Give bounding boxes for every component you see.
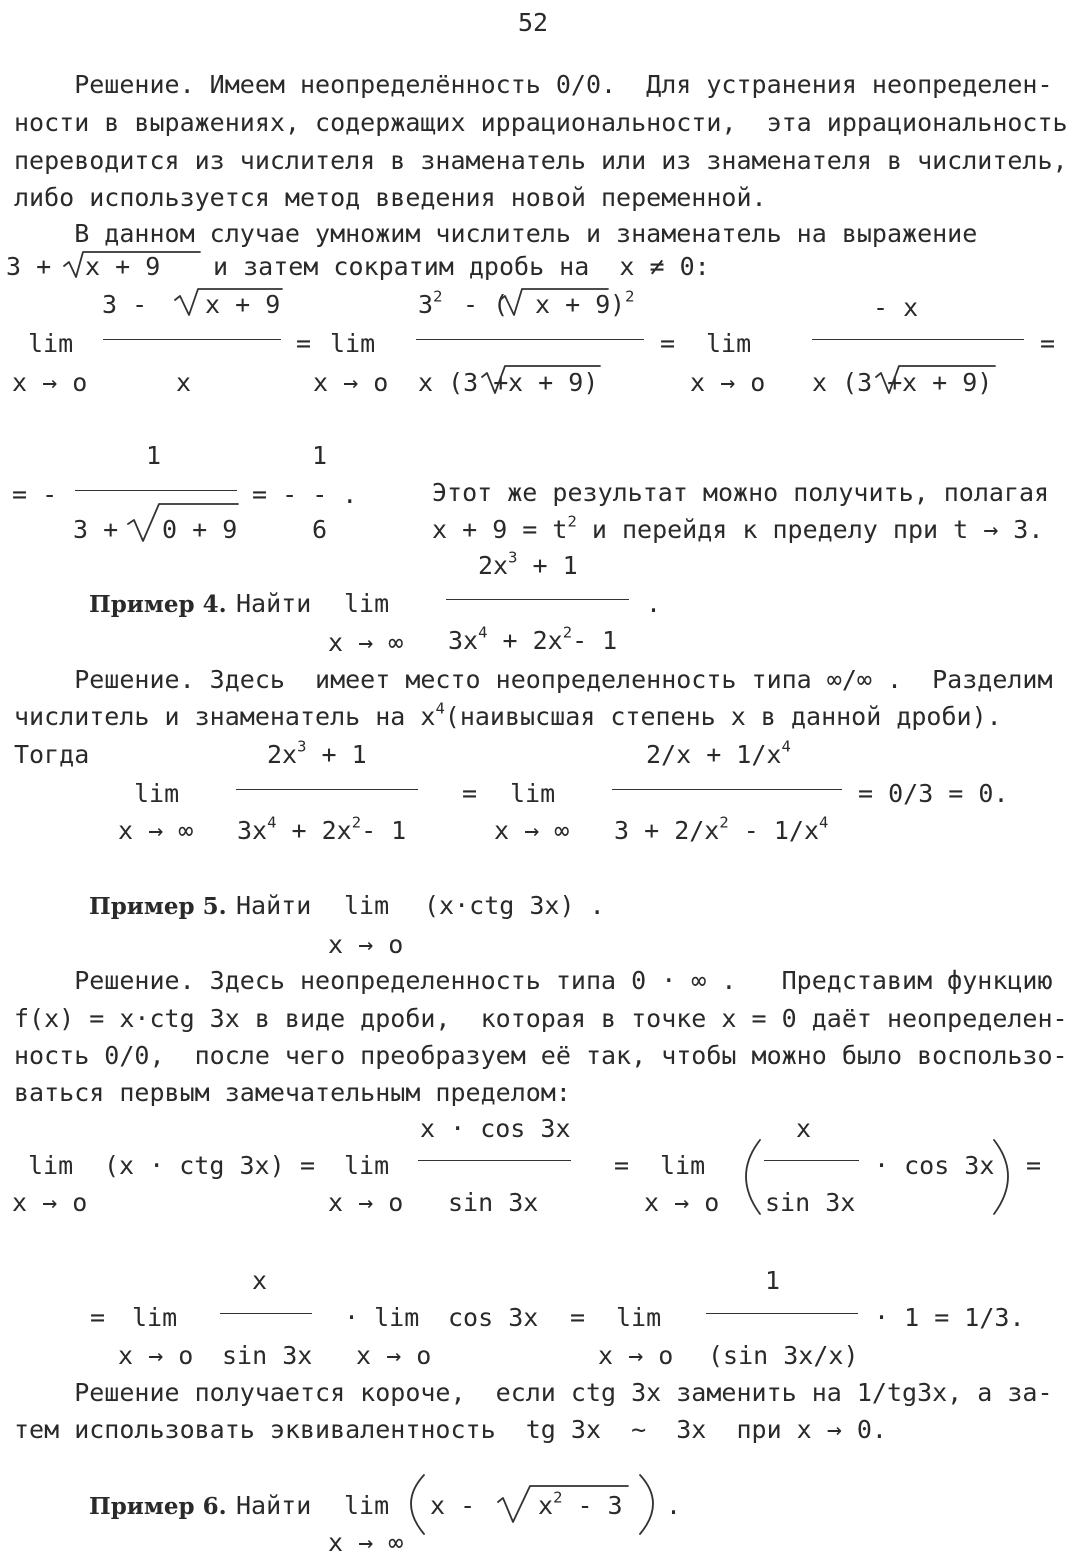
ex5-f1-num: x · cos 3x xyxy=(420,1114,571,1143)
radical-sign xyxy=(128,504,238,544)
ex3-f3-den-b: x + 9) xyxy=(902,368,993,397)
ex5-label: Пример 5. xyxy=(89,893,227,920)
big-paren-left xyxy=(411,1475,424,1534)
ex5-remark-line2: тем использовать эквивалентность tg 3x ~ 3x при x → 0. xyxy=(14,1415,887,1444)
ex5-l1-eq-1: = xyxy=(300,1151,316,1180)
ex3-multiplier-b: x + 9 xyxy=(85,252,161,281)
radical-sign xyxy=(482,366,600,397)
ex3-lim-2: lim xyxy=(330,329,376,358)
page-number: 52 xyxy=(518,8,549,37)
ex5-l1-under-3: x → o xyxy=(644,1188,720,1217)
ex5-sol-line3: ность 0/0, после чего преобразуем её так, чтобы можно было воспользо- xyxy=(14,1041,1068,1070)
ex3-eq-3: = xyxy=(1040,329,1056,358)
para1-line3: переводится из числителя в знаменатель или из знаменателя в числитель, xyxy=(14,146,1068,175)
ex3-f1-num-b: x + 9 xyxy=(205,290,281,319)
ex4-sol-line2: числитель и знаменатель на $x^4(наивысшая$ степень x в данной дроби). xyxy=(14,699,1002,731)
ex6-expr-b: $x^2 - 3$ xyxy=(538,1488,623,1520)
ex5-f4-num: 1 xyxy=(765,1266,781,1295)
ex3-lim-under-3: x → o xyxy=(690,368,766,397)
ex5-l2-lim-1: lim xyxy=(132,1303,178,1332)
radical-sign xyxy=(498,1486,628,1522)
radical-sign xyxy=(876,366,995,397)
ex5-l2-under-1: x → o xyxy=(118,1341,194,1370)
ex5-sol-line4: ваться первым замечательным пределом: xyxy=(14,1078,571,1107)
ex5-expr: (x·ctg 3x) . xyxy=(424,891,605,920)
ex5-remark-line1: Решение получается короче, если ctg 3x заменить на 1/tg3x, а за- xyxy=(14,1378,1053,1407)
ex3-note-line1: Этот же результат можно получить, полагая xyxy=(432,478,1050,507)
ex5-find: Найти xyxy=(236,891,312,920)
ex3-f2-num-c: x + 9 xyxy=(535,290,611,319)
ex5-l2-cos: cos 3x xyxy=(448,1303,539,1332)
ex5-f2-num: x xyxy=(796,1114,812,1143)
ex5-f3-num: x xyxy=(252,1266,268,1295)
ex6-expr-a: x - xyxy=(430,1491,476,1520)
ex3-note-line2: $x + 9 = t^2$ и перейдя к пределу при t → 3. xyxy=(432,512,1044,544)
ex4-r-f2-den: $3 + 2/x^2 - 1/x^4$ xyxy=(614,813,829,845)
ex3-line2-mid: = - - . xyxy=(252,480,358,509)
ex3-f2-num-a: $3^2$ xyxy=(418,287,443,319)
ex3-eq-1: = xyxy=(296,329,312,358)
ex4-r-lim-1: lim xyxy=(134,779,180,808)
ex4-den: $3x^4 + 2x^2-$ 1 xyxy=(448,623,618,655)
ex4-sol-line3: Тогда xyxy=(14,740,90,769)
ex5-f4-den: (sin 3x/x) xyxy=(708,1341,859,1370)
ex6-under: x → ∞ xyxy=(328,1528,404,1557)
ex3-line2-eq: = - xyxy=(12,480,58,509)
ex4-r-eq: = xyxy=(462,779,478,808)
ex3-multiplier-a: 3 + xyxy=(6,252,52,281)
para1-line4: либо используется метод введения новой переменной. xyxy=(14,183,767,212)
ex3-f3-num: - x xyxy=(873,293,919,322)
ex6-label: Пример 6. xyxy=(89,1493,227,1520)
ex3-res-den-a: 3 + xyxy=(73,515,119,544)
ex4-label: Пример 4. xyxy=(89,591,227,618)
ex4-num: $2x^3 + 1$ xyxy=(478,548,578,580)
ex5-l2-eq: = xyxy=(90,1303,106,1332)
ex3-eq-2: = xyxy=(660,329,676,358)
para1-line2: ности в выражениях, содержащих иррациональности, эта иррациональность xyxy=(14,108,1068,137)
ex3-f2-num-d: )$^2$ xyxy=(610,287,635,319)
big-paren-left xyxy=(746,1140,760,1214)
ex4-under: x → ∞ xyxy=(328,628,404,657)
ex5-l1-lim-2: lim xyxy=(344,1151,390,1180)
ex5-cos-part: · cos 3x xyxy=(874,1151,995,1180)
ex5-l1-eq-2: = xyxy=(614,1151,630,1180)
ex4-r-under-2: x → ∞ xyxy=(494,816,570,845)
ex5-l2-under-2: x → o xyxy=(356,1341,432,1370)
ex3-f2-num-b: - ( xyxy=(463,290,509,319)
ex3-f2-den-a: x (3 + xyxy=(418,368,509,397)
big-paren-right xyxy=(994,1140,1008,1214)
ex5-lim: lim xyxy=(344,891,390,920)
ex3-f3-den-a: x (3 + xyxy=(812,368,903,397)
ex4-r-f1-num: $2x^3 + 1$ xyxy=(267,737,367,769)
ex5-f3-den: sin 3x xyxy=(222,1341,313,1370)
ex4-lim: lim xyxy=(344,589,390,618)
ex5-f1-den: sin 3x xyxy=(448,1188,539,1217)
ex5-sol-line2: f(x) = x·ctg 3x в виде дроби, которая в точке x = 0 даёт неопределен- xyxy=(14,1004,1068,1033)
ex5-sol-line1: Решение. Здесь неопределенность типа 0 · ∞ . Представим функцию xyxy=(14,966,1053,995)
ex3-lim-3: lim xyxy=(706,329,752,358)
radical-sign xyxy=(64,252,200,281)
ex4-r-result: = 0/3 = 0. xyxy=(858,779,1009,808)
ex4-sol-line1: Решение. Здесь имеет место неопределенность типа ∞/∞ . Разделим xyxy=(14,665,1053,694)
radical-sign xyxy=(500,289,611,319)
big-paren-right xyxy=(640,1475,653,1534)
ex5-l1-eq-3: = xyxy=(1026,1151,1042,1180)
ex4-r-lim-2: lim xyxy=(510,779,556,808)
ex4-find: Найти xyxy=(236,589,312,618)
ex5-l1-lim-1: lim xyxy=(28,1151,74,1180)
ex4-r-under-1: x → ∞ xyxy=(118,816,194,845)
ex5-l2-mid: · lim xyxy=(344,1303,420,1332)
ex5-under: x → o xyxy=(328,930,404,959)
ex3-f1-num-a: 3 - xyxy=(102,290,148,319)
ex3-res-den-b: 0 + 9 xyxy=(162,515,238,544)
ex5-l2-lim-2: lim xyxy=(616,1303,662,1332)
ex3-lim-1: lim xyxy=(28,329,74,358)
ex4-r-f1-den: $3x^4 + 2x^2-$ 1 xyxy=(237,813,407,845)
ex5-l1-lim-3: lim xyxy=(660,1151,706,1180)
ex5-l2-eq-2: = xyxy=(570,1303,586,1332)
ex3-lim-under-2: x → o xyxy=(313,368,389,397)
ex5-l2-under-3: x → o xyxy=(598,1341,674,1370)
ex3-sixth-num: 1 xyxy=(312,441,328,470)
ex6-dot: . xyxy=(666,1491,682,1520)
ex5-l1-under-1: x → o xyxy=(12,1188,88,1217)
ex4-r-f2-num: $2/x + 1/x^4$ xyxy=(646,737,791,769)
para2-line2: и затем сократим дробь на x ≠ 0: xyxy=(213,252,710,281)
ex3-sixth-den: 6 xyxy=(312,515,328,544)
ex4-dot: . xyxy=(646,589,662,618)
ex5-l2-result: · 1 = 1/3. xyxy=(874,1303,1025,1332)
radical-sign xyxy=(175,289,282,319)
ex5-l1-under-2: x → o xyxy=(328,1188,404,1217)
para1-line1: Решение. Имеем неопределённость 0/0. Для устранения неопределен- xyxy=(14,70,1053,99)
ex3-f2-den-b: x + 9) xyxy=(508,368,599,397)
ex5-l1-expr: (x · ctg 3x) xyxy=(104,1151,285,1180)
ex3-lim-under-1: x → o xyxy=(12,368,88,397)
ex3-res-num: 1 xyxy=(146,441,162,470)
ex6-lim: lim xyxy=(344,1491,390,1520)
ex3-f1-den: x xyxy=(176,368,192,397)
ex6-find: Найти xyxy=(236,1491,312,1520)
ex5-f2-den: sin 3x xyxy=(765,1188,856,1217)
para2-line1: В данном случае умножим числитель и знаменатель на выражение xyxy=(14,219,978,248)
